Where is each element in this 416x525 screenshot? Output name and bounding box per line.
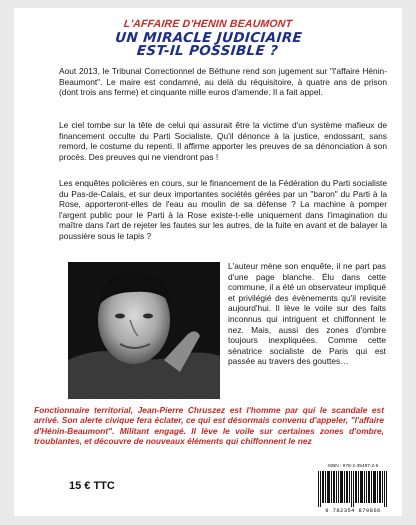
- price-label: 15 € TTC: [69, 480, 115, 492]
- barcode-icon: [318, 471, 388, 507]
- isbn-label: ISBN : 978-2-35487-2-6: [327, 464, 379, 469]
- paragraph-4: L'auteur mène son enquête, il ne part pas d'une page blanche. Élu dans cette commune, il a été un observateur impliqué et privilégié des évènements qu'il revisite aujourd'hui. Il lève le voile sur des faits inconnus qui intriguent et chiffonnent le nez. Mais, aussi des zones d'ombre toujours inexpliquées. Comme cette sénatrice socialiste de Paris qui est passée au travers des gouttes…: [228, 261, 386, 367]
- barcode-digits: 9 782354 870866: [325, 507, 381, 514]
- paragraph-3: Les enquêtes policières en cours, sur le financement de la Fédération du Parti socialiste du Pas-de-Calais, et sur deux importantes sociétés gérées par un "baron" du Parti à la Rose, apporteront-elles de l'eau au moulin de sa défense ? La machine à pomper l'argent public pour le Parti à la Rose existe-t-elle uniquement dans l'imagination du maître dans l'art de rejeter les fautes sur les autres, de la fuite en avant et de balayer la poussière sous le tapis ?: [59, 178, 387, 241]
- cover-title-line-1: UN MIRACLE JUDICIAIRE: [114, 30, 303, 46]
- cover-pre-title: L'AFFAIRE D'HENIN BEAUMONT: [123, 18, 293, 30]
- paragraph-1: Aout 2013, le Tribunal Correctionnel de Béthune rend son jugement sur "l'affaire Hénin-Beaumont". Le maire est condamné, au delà du réquisitoire, à quatre ans de prison (dont trois ans ferme) et cinquante mille euros d'amende. Il a fait appel.: [59, 66, 387, 98]
- cover-title: [14, 32, 402, 58]
- author-blurb: Fonctionnaire territorial, Jean-Pierre Chruszez est l'homme par qui le scandale est arrivé. Son alerte civique fera éclater, ce qui est désormais convenu d'appeler, "l'affaire d'Hénin-Beaumont". Militant engagé. Il lève le voile sur certaines zones d'ombre, troublantes, et découvre de nouveaux éléments qui chiffonnent le nez: [34, 405, 384, 447]
- cover-title-line-2: EST-IL POSSIBLE ?: [136, 43, 279, 59]
- book-back-cover: [14, 8, 402, 516]
- paragraph-2: Le ciel tombe sur la tête de celui qui assurait être la victime d'un système mafieux de financement occulte du Parti Socialiste. Qu'il dénonce à la justice, endossant, sans remord, le costume du repenti. Il affirme apporter les preuves de sa dénonciation à son procès. Des preuves qui ne viendront pas !: [59, 120, 387, 162]
- author-photo: [68, 262, 220, 399]
- isbn-barcode-block: [314, 464, 392, 514]
